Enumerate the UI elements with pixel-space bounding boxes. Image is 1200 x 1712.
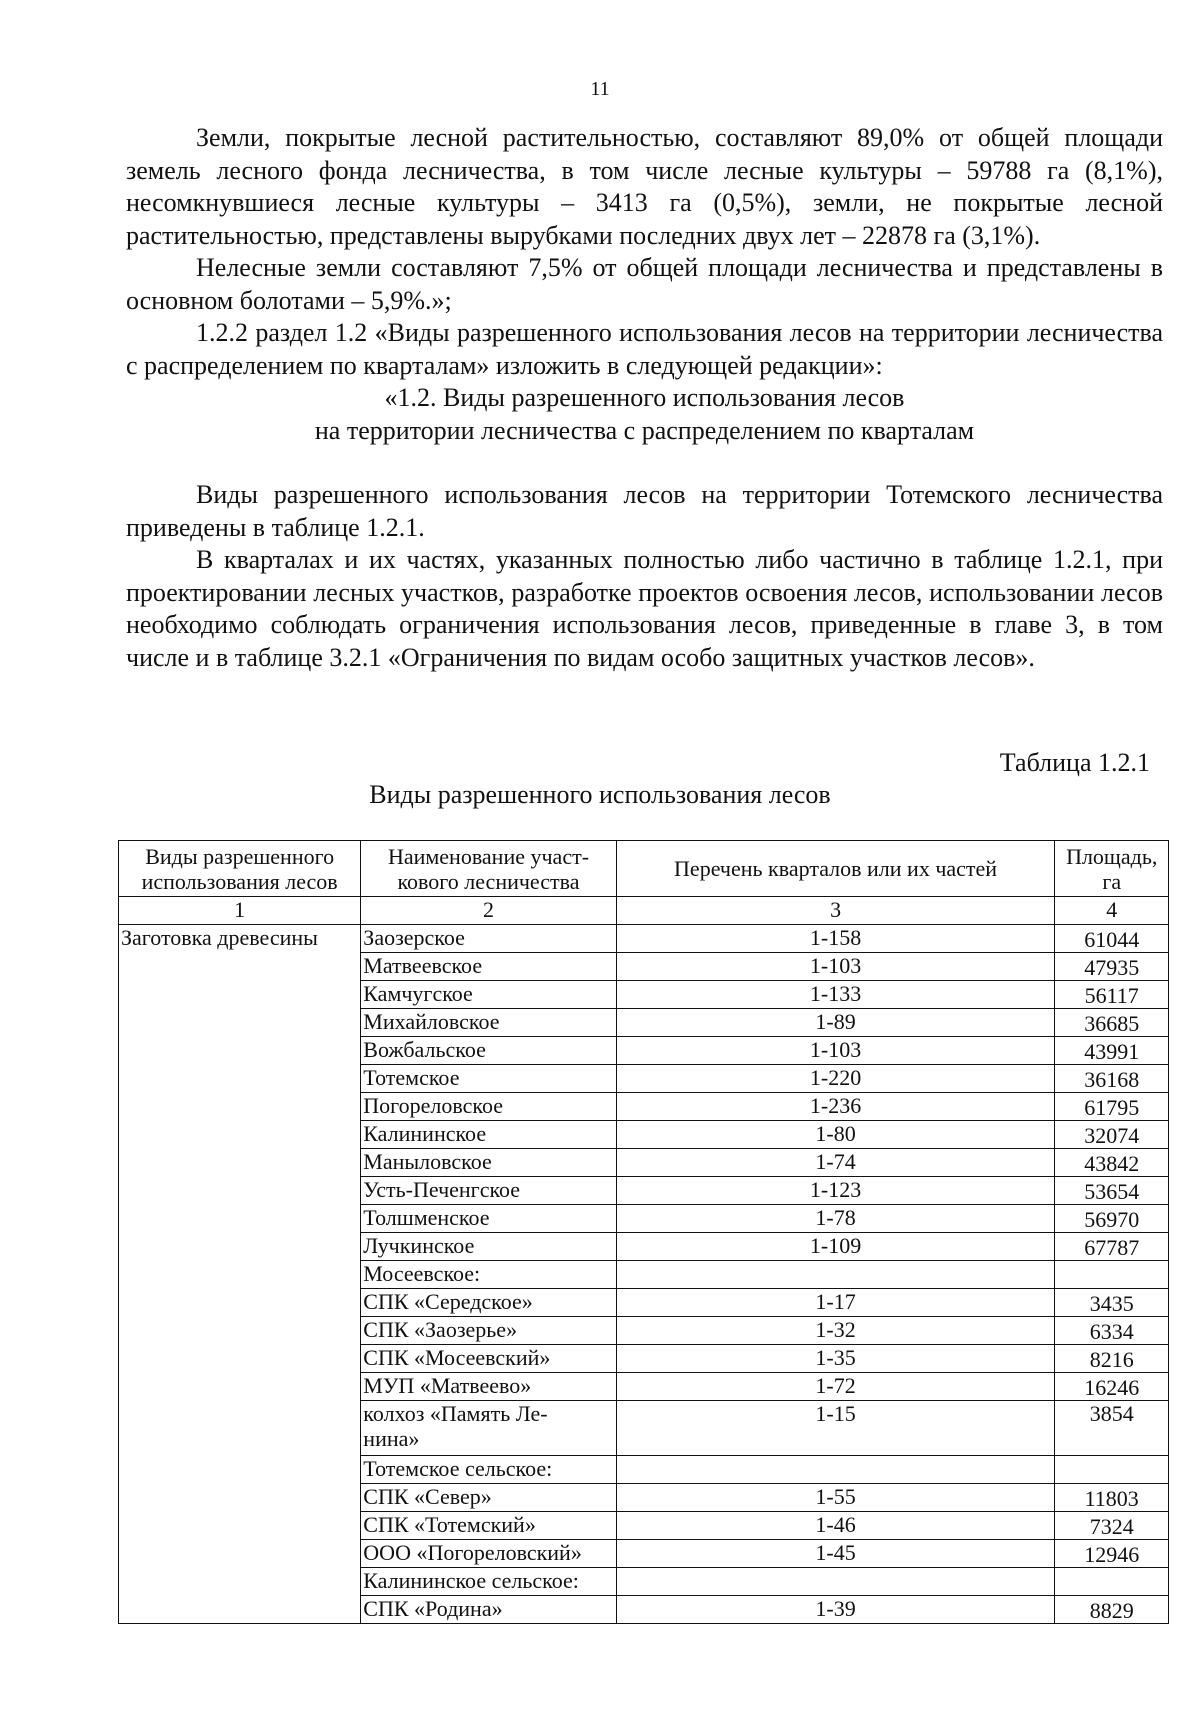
paragraph-nonforest-lands: Нелесные земли составляют 7,5% от общей площади лесничества и представлены в основном болотами – 5,9%.»; (126, 253, 1163, 315)
area: 47935 (1055, 953, 1169, 981)
forestry-name: Матвеевское (361, 953, 616, 981)
area: 12946 (1055, 1540, 1169, 1568)
forest-use-table (118, 840, 1169, 1624)
quarters: 1-103 (616, 953, 1055, 981)
area: 56970 (1055, 1205, 1169, 1233)
quarters: 1-123 (616, 1177, 1055, 1205)
header-use-type: Виды разрешенного использования лесов (119, 841, 361, 897)
table-number: Таблица 1.2.1 (999, 748, 1150, 777)
quarters: 1-39 (616, 1596, 1055, 1624)
area: 16246 (1055, 1373, 1169, 1401)
section-heading-line1: «1.2. Виды разрешенного использования лесов (384, 383, 905, 412)
forestry-name: СПК «Родина» (361, 1596, 616, 1624)
forestry-name: Камчугское (361, 981, 616, 1009)
table-column-number-row (119, 897, 1169, 925)
forestry-name: Лучкинское (361, 1233, 616, 1261)
area (1055, 1261, 1169, 1289)
forestry-name: СПК «Середское» (361, 1289, 616, 1317)
forestry-name: ООО «Погореловский» (361, 1540, 616, 1568)
area: 6334 (1055, 1317, 1169, 1345)
area: 61795 (1055, 1093, 1169, 1121)
area: 3854 (1055, 1401, 1169, 1456)
table-title: Виды разрешенного использования лесов (369, 780, 831, 809)
table-row (119, 925, 1169, 953)
forestry-name: Заозерское (361, 925, 616, 953)
quarters: 1-89 (616, 1009, 1055, 1037)
area (1055, 1568, 1169, 1596)
forestry-name: Калининское (361, 1121, 616, 1149)
forestry-name: МУП «Матвеево» (361, 1373, 616, 1401)
quarters: 1-158 (616, 925, 1055, 953)
quarters (616, 1456, 1055, 1484)
section-heading-line2: на территории лесничества с распределением по кварталам (314, 415, 975, 445)
area: 36685 (1055, 1009, 1169, 1037)
forestry-name: колхоз «Память Ле- нина» (361, 1401, 616, 1456)
area: 43842 (1055, 1149, 1169, 1177)
forestry-name: СПК «Север» (361, 1484, 616, 1512)
header-quarters: Перечень кварталов или их частей (616, 841, 1055, 897)
page-number: 11 (590, 78, 610, 100)
paragraph-forest-lands: Земли, покрытые лесной растительностью, составляют 89,0% от общей площади земель лесного фонда лесничества, в том числе лесные культуры – 59788 га (8,1%), несомкнувшиеся лесные культуры – 3413 га (0,5%), земли, не покрытые лесной растительностью, представлены вырубками последних двух лет – 22878 га (3,1%). (126, 123, 1163, 250)
quarters: 1-80 (616, 1121, 1055, 1149)
area: 67787 (1055, 1233, 1169, 1261)
area (1055, 1456, 1169, 1484)
quarters: 1-45 (616, 1540, 1055, 1568)
column-number: 4 (1055, 897, 1169, 925)
spacer (126, 447, 1163, 479)
forestry-name: Толшменское (361, 1205, 616, 1233)
document-body (126, 122, 1163, 674)
area: 43991 (1055, 1037, 1169, 1065)
paragraph-table-reference: Виды разрешенного использования лесов на территории Тотемского лесничества приведены в таблице 1.2.1. (126, 480, 1163, 542)
area: 3435 (1055, 1289, 1169, 1317)
quarters: 1-17 (616, 1289, 1055, 1317)
area: 8829 (1055, 1596, 1169, 1624)
quarters: 1-78 (616, 1205, 1055, 1233)
forestry-name: Усть-Печенгское (361, 1177, 616, 1205)
quarters: 1-35 (616, 1345, 1055, 1373)
forestry-name: СПК «Заозерье» (361, 1317, 616, 1345)
column-number: 1 (119, 897, 361, 925)
quarters: 1-103 (616, 1037, 1055, 1065)
quarters: 1-15 (616, 1401, 1055, 1456)
forestry-group-name: Мосеевское: (361, 1261, 616, 1289)
forestry-name: Вожбальское (361, 1037, 616, 1065)
forestry-name: Погореловское (361, 1093, 616, 1121)
area: 7324 (1055, 1512, 1169, 1540)
quarters: 1-133 (616, 981, 1055, 1009)
forestry-name: Маныловское (361, 1149, 616, 1177)
area: 56117 (1055, 981, 1169, 1009)
area: 61044 (1055, 925, 1169, 953)
forestry-group-name: Тотемское сельское: (361, 1456, 616, 1484)
paragraph-restrictions: В кварталах и их частях, указанных полностью либо частично в таблице 1.2.1, при проектировании лесных участков, разработке проектов освоения лесов, использовании лесов необходимо соблюдать ограничения использования лесов, приведенные в главе 3, в том числе и в таблице 3.2.1 «Ограничения по видам особо защитных участков лесов». (126, 545, 1163, 672)
table-header-row (119, 841, 1169, 897)
column-number: 2 (361, 897, 616, 925)
quarters: 1-220 (616, 1065, 1055, 1093)
quarters (616, 1261, 1055, 1289)
area: 36168 (1055, 1065, 1169, 1093)
quarters (616, 1568, 1055, 1596)
quarters: 1-32 (616, 1317, 1055, 1345)
area: 11803 (1055, 1484, 1169, 1512)
forestry-name: Тотемское (361, 1065, 616, 1093)
quarters: 1-46 (616, 1512, 1055, 1540)
forestry-name: СПК «Тотемский» (361, 1512, 616, 1540)
quarters: 1-109 (616, 1233, 1055, 1261)
header-forestry-name: Наименование участ- кового лесничества (361, 841, 616, 897)
area: 8216 (1055, 1345, 1169, 1373)
quarters: 1-236 (616, 1093, 1055, 1121)
forestry-name: СПК «Мосеевский» (361, 1345, 616, 1373)
paragraph-section-amendment: 1.2.2 раздел 1.2 «Виды разрешенного использования лесов на территории лесничества с распределением по кварталам» изложить в следующей редакции»: (126, 318, 1163, 380)
quarters: 1-74 (616, 1149, 1055, 1177)
quarters: 1-72 (616, 1373, 1055, 1401)
quarters: 1-55 (616, 1484, 1055, 1512)
column-number: 3 (616, 897, 1055, 925)
header-area: Площадь, га (1055, 841, 1169, 897)
use-type-cell: Заготовка древесины (119, 925, 361, 1624)
area: 53654 (1055, 1177, 1169, 1205)
forestry-group-name: Калининское сельское: (361, 1568, 616, 1596)
area: 32074 (1055, 1121, 1169, 1149)
forestry-name: Михайловское (361, 1009, 616, 1037)
